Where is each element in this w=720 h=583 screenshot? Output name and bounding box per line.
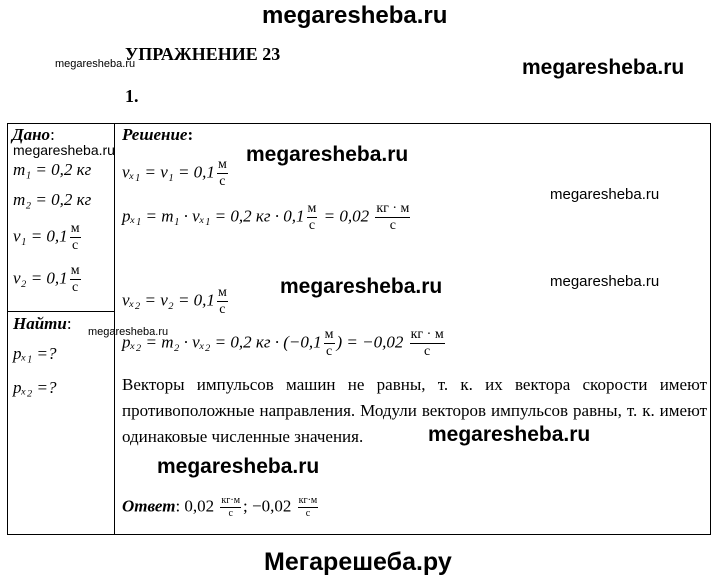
top-watermark: megaresheba.ru: [262, 2, 448, 29]
find-label: Найти:: [13, 314, 72, 333]
item-number: 1.: [125, 86, 139, 106]
given-v1: v₁ = 0,1 $\frac{м}{с}$: [13, 221, 80, 253]
solution-line-3: vₓ₂ = v₂ = 0,1 $\frac{м}{с}$: [122, 285, 227, 317]
watermark-small: megaresheba.ru: [550, 186, 660, 203]
exercise-title: УПРАЖНЕНИЕ 23: [125, 44, 281, 64]
solution-paragraph: Векторы импульсов машин не равны, т. к. их вектора скорости имеют противоположные направления. Модули векторов импульсов равны, т. к. имеют одинаковые численные значения.: [122, 375, 707, 446]
watermark-small: megaresheba.ru: [55, 58, 136, 70]
find-p2: pₓ₂ =?: [13, 378, 57, 397]
watermark-medium: megaresheba.ru: [280, 275, 443, 298]
given-m2: m₂ = 0,2 кг: [13, 190, 92, 209]
watermark-medium: megaresheba.ru: [522, 56, 685, 79]
watermark-medium: megaresheba.ru: [157, 455, 320, 478]
watermark-medium: megaresheba.ru: [428, 423, 591, 446]
table-divider-horizontal: [7, 311, 115, 312]
find-p1: pₓ₁ =?: [13, 344, 57, 363]
solution-line-4: pₓ₂ = m₂ · vₓ₂ = 0,2 кг · (−0,1 $\frac{м}{с}$ ) = −0,02 $\frac{кг \cdot м}{с}$: [122, 327, 444, 359]
footer-watermark: Мегарешеба.ру: [264, 548, 452, 576]
watermark-small: megaresheba.ru: [550, 273, 660, 290]
given-label: Дано:: [12, 125, 55, 144]
watermark-small: megaresheba.ru: [88, 326, 169, 338]
solution-line-1: vₓ₁ = v₁ = 0,1 $\frac{м}{с}$: [122, 157, 227, 189]
watermark-small: megaresheba.ru: [13, 142, 115, 158]
given-v2: v₂ = 0,1 $\frac{м}{с}$: [13, 263, 80, 295]
solution-label: Решение:: [122, 125, 194, 144]
answer-line: Ответ: 0,02 $\frac{кг\cdot м}{с}$ ; −0,02 $\frac{кг\cdot м}{с}$: [122, 495, 318, 519]
watermark-medium: megaresheba.ru: [246, 143, 409, 166]
solution-line-2: pₓ₁ = m₁ · vₓ₁ = 0,2 кг · 0,1 $\frac{м}{с}$ = 0,02 $\frac{кг \cdot м}{с}$: [122, 201, 410, 233]
given-m1: m₁ = 0,2 кг: [13, 160, 92, 179]
